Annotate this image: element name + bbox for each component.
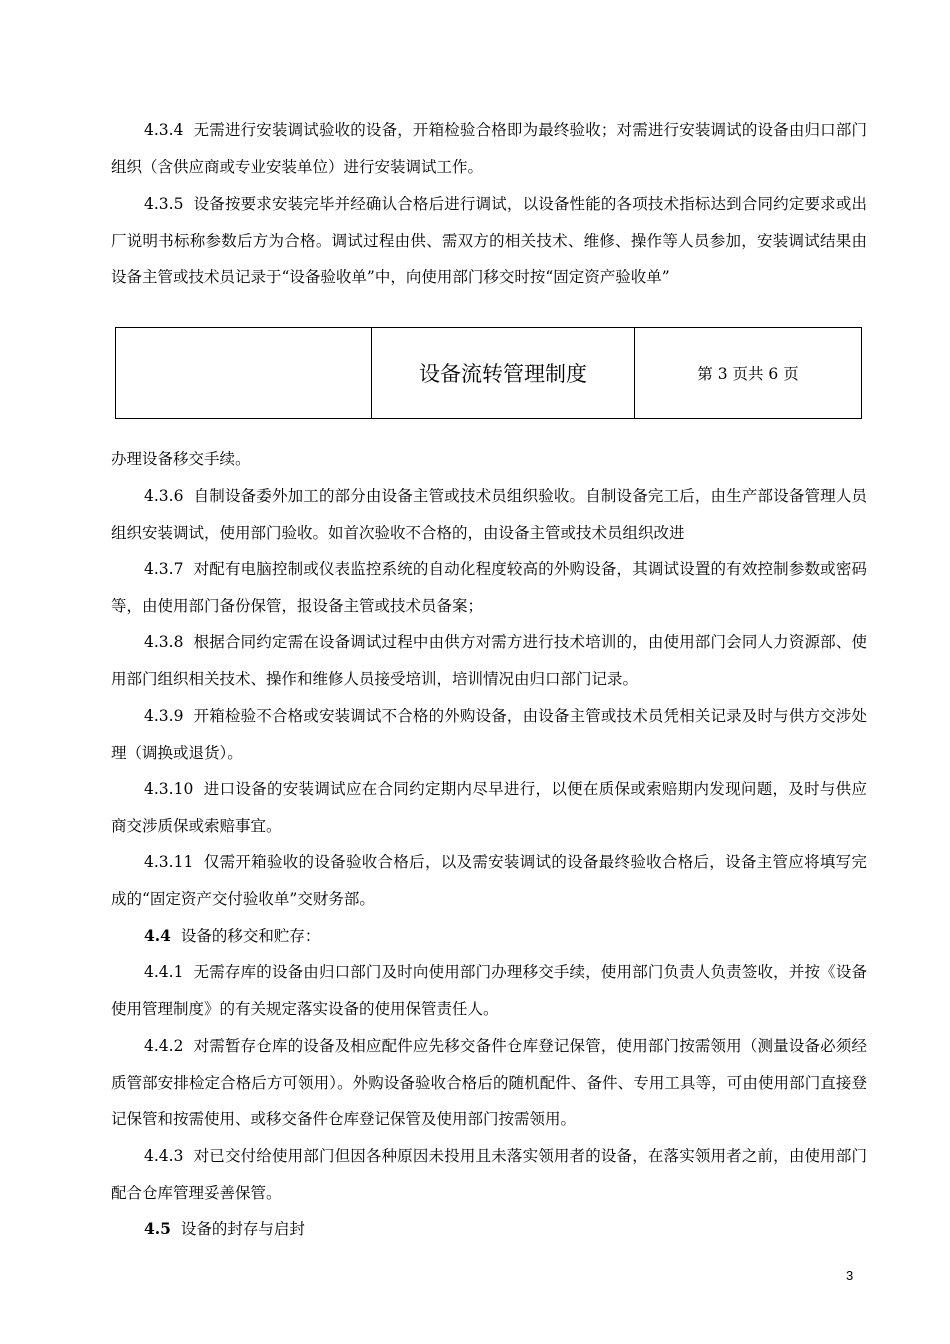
header-logo-cell xyxy=(116,328,372,418)
paragraph-4-3-11 xyxy=(111,844,867,917)
page-number: 3 xyxy=(846,1268,854,1283)
clause-text: 办理设备移交手续。 xyxy=(111,450,251,468)
section-number: 4.4 xyxy=(144,926,171,945)
clause-text: 设备按要求安装完毕并经确认合格后进行调试，以设备性能的各项技术指标达到合同约定要求或出厂说明书标称参数后方为合格。调试过程由供、需双方的相关技术、维修、操作等人员参加，安装调试结果由设备主管或技术员记录于“设备验收单”中，向使用部门移交时按“固定资产验收单” xyxy=(111,195,867,287)
paragraph-4-3-6 xyxy=(111,478,867,551)
clause-number: 4.3.10 xyxy=(144,780,194,798)
paragraph-4-4-1 xyxy=(111,954,867,1027)
clause-number: 4.3.9 xyxy=(144,707,184,725)
section-number: 4.5 xyxy=(144,1219,171,1238)
paragraph-4-3-5 xyxy=(111,186,867,296)
clause-text: 进口设备的安装调试应在合同约定期内尽早进行，以便在质保或索赔期内发现问题，及时与供应商交涉质保或索赔事宜。 xyxy=(111,780,867,835)
section-title: 设备的移交和贮存： xyxy=(180,927,321,945)
clause-number: 4.3.4 xyxy=(144,121,184,139)
paragraph-4-4-2 xyxy=(111,1028,867,1138)
clause-number: 4.3.8 xyxy=(144,633,184,651)
paragraph-4-3-10 xyxy=(111,771,867,844)
clause-text: 对配有电脑控制或仪表监控系统的自动化程度较高的外购设备，其调试设置的有效控制参数或密码等，由使用部门备份保管，报设备主管或技术员备案； xyxy=(111,560,867,615)
paragraph-4-3-4 xyxy=(111,112,867,185)
section-title: 设备的封存与启封 xyxy=(180,1220,305,1238)
section-heading-4-5 xyxy=(111,1211,867,1248)
paragraph-4-4-3 xyxy=(111,1138,867,1211)
section-heading-4-4 xyxy=(111,918,867,955)
clause-text: 无需存库的设备由归口部门及时向使用部门办理移交手续，使用部门负责人负责签收，并按《设备使用管理制度》的有关规定落实设备的使用保管责任人。 xyxy=(111,963,867,1018)
clause-text: 自制设备委外加工的部分由设备主管或技术员组织验收。自制设备完工后，由生产部设备管理人员组织安装调试，使用部门验收。如首次验收不合格的，由设备主管或技术员组织改进 xyxy=(111,487,867,542)
clause-number: 4.4.1 xyxy=(144,963,184,981)
clause-text: 开箱检验不合格或安装调试不合格的外购设备，由设备主管或技术员凭相关记录及时与供方交涉处理（调换或退货）。 xyxy=(111,707,867,762)
paragraph-4-3-9 xyxy=(111,698,867,771)
paragraph-4-3-7 xyxy=(111,551,867,624)
page-info: 第 3 页共 6 页 xyxy=(697,365,799,383)
paragraph-continuation xyxy=(111,441,867,478)
clause-text: 对需暂存仓库的设备及相应配件应先移交备件仓库登记保管，使用部门按需领用（测量设备必须经质管部安排检定合格后方可领用）。外购设备验收合格后的随机配件、备件、专用工具等，可由使用部门直接登记保管和按需使用、或移交备件仓库登记保管及使用部门按需领用。 xyxy=(111,1037,867,1129)
paragraph-4-3-8 xyxy=(111,624,867,697)
clause-text: 仅需开箱验收的设备验收合格后，以及需安装调试的设备最终验收合格后，设备主管应将填写完成的“固定资产交付验收单”交财务部。 xyxy=(111,853,867,908)
clause-text: 根据合同约定需在设备调试过程中由供方对需方进行技术培训的，由使用部门会同人力资源部、使用部门组织相关技术、操作和维修人员接受培训，培训情况由归口部门记录。 xyxy=(111,633,867,688)
clause-number: 4.4.3 xyxy=(144,1147,184,1165)
clause-text: 无需进行安装调试验收的设备，开箱检验合格即为最终验收；对需进行安装调试的设备由归口部门组织（含供应商或专业安装单位）进行安装调试工作。 xyxy=(111,121,867,176)
clause-number: 4.3.5 xyxy=(144,195,184,213)
clause-number: 4.3.6 xyxy=(144,487,184,505)
document-title: 设备流转管理制度 xyxy=(372,328,635,418)
clause-text: 对已交付给使用部门但因各种原因未投用且未落实领用者的设备，在落实领用者之前，由使用部门配合仓库管理妥善保管。 xyxy=(111,1147,867,1202)
clause-number: 4.3.11 xyxy=(144,853,194,871)
clause-number: 4.4.2 xyxy=(144,1037,184,1055)
clause-number: 4.3.7 xyxy=(144,560,184,578)
header-table xyxy=(115,327,862,419)
